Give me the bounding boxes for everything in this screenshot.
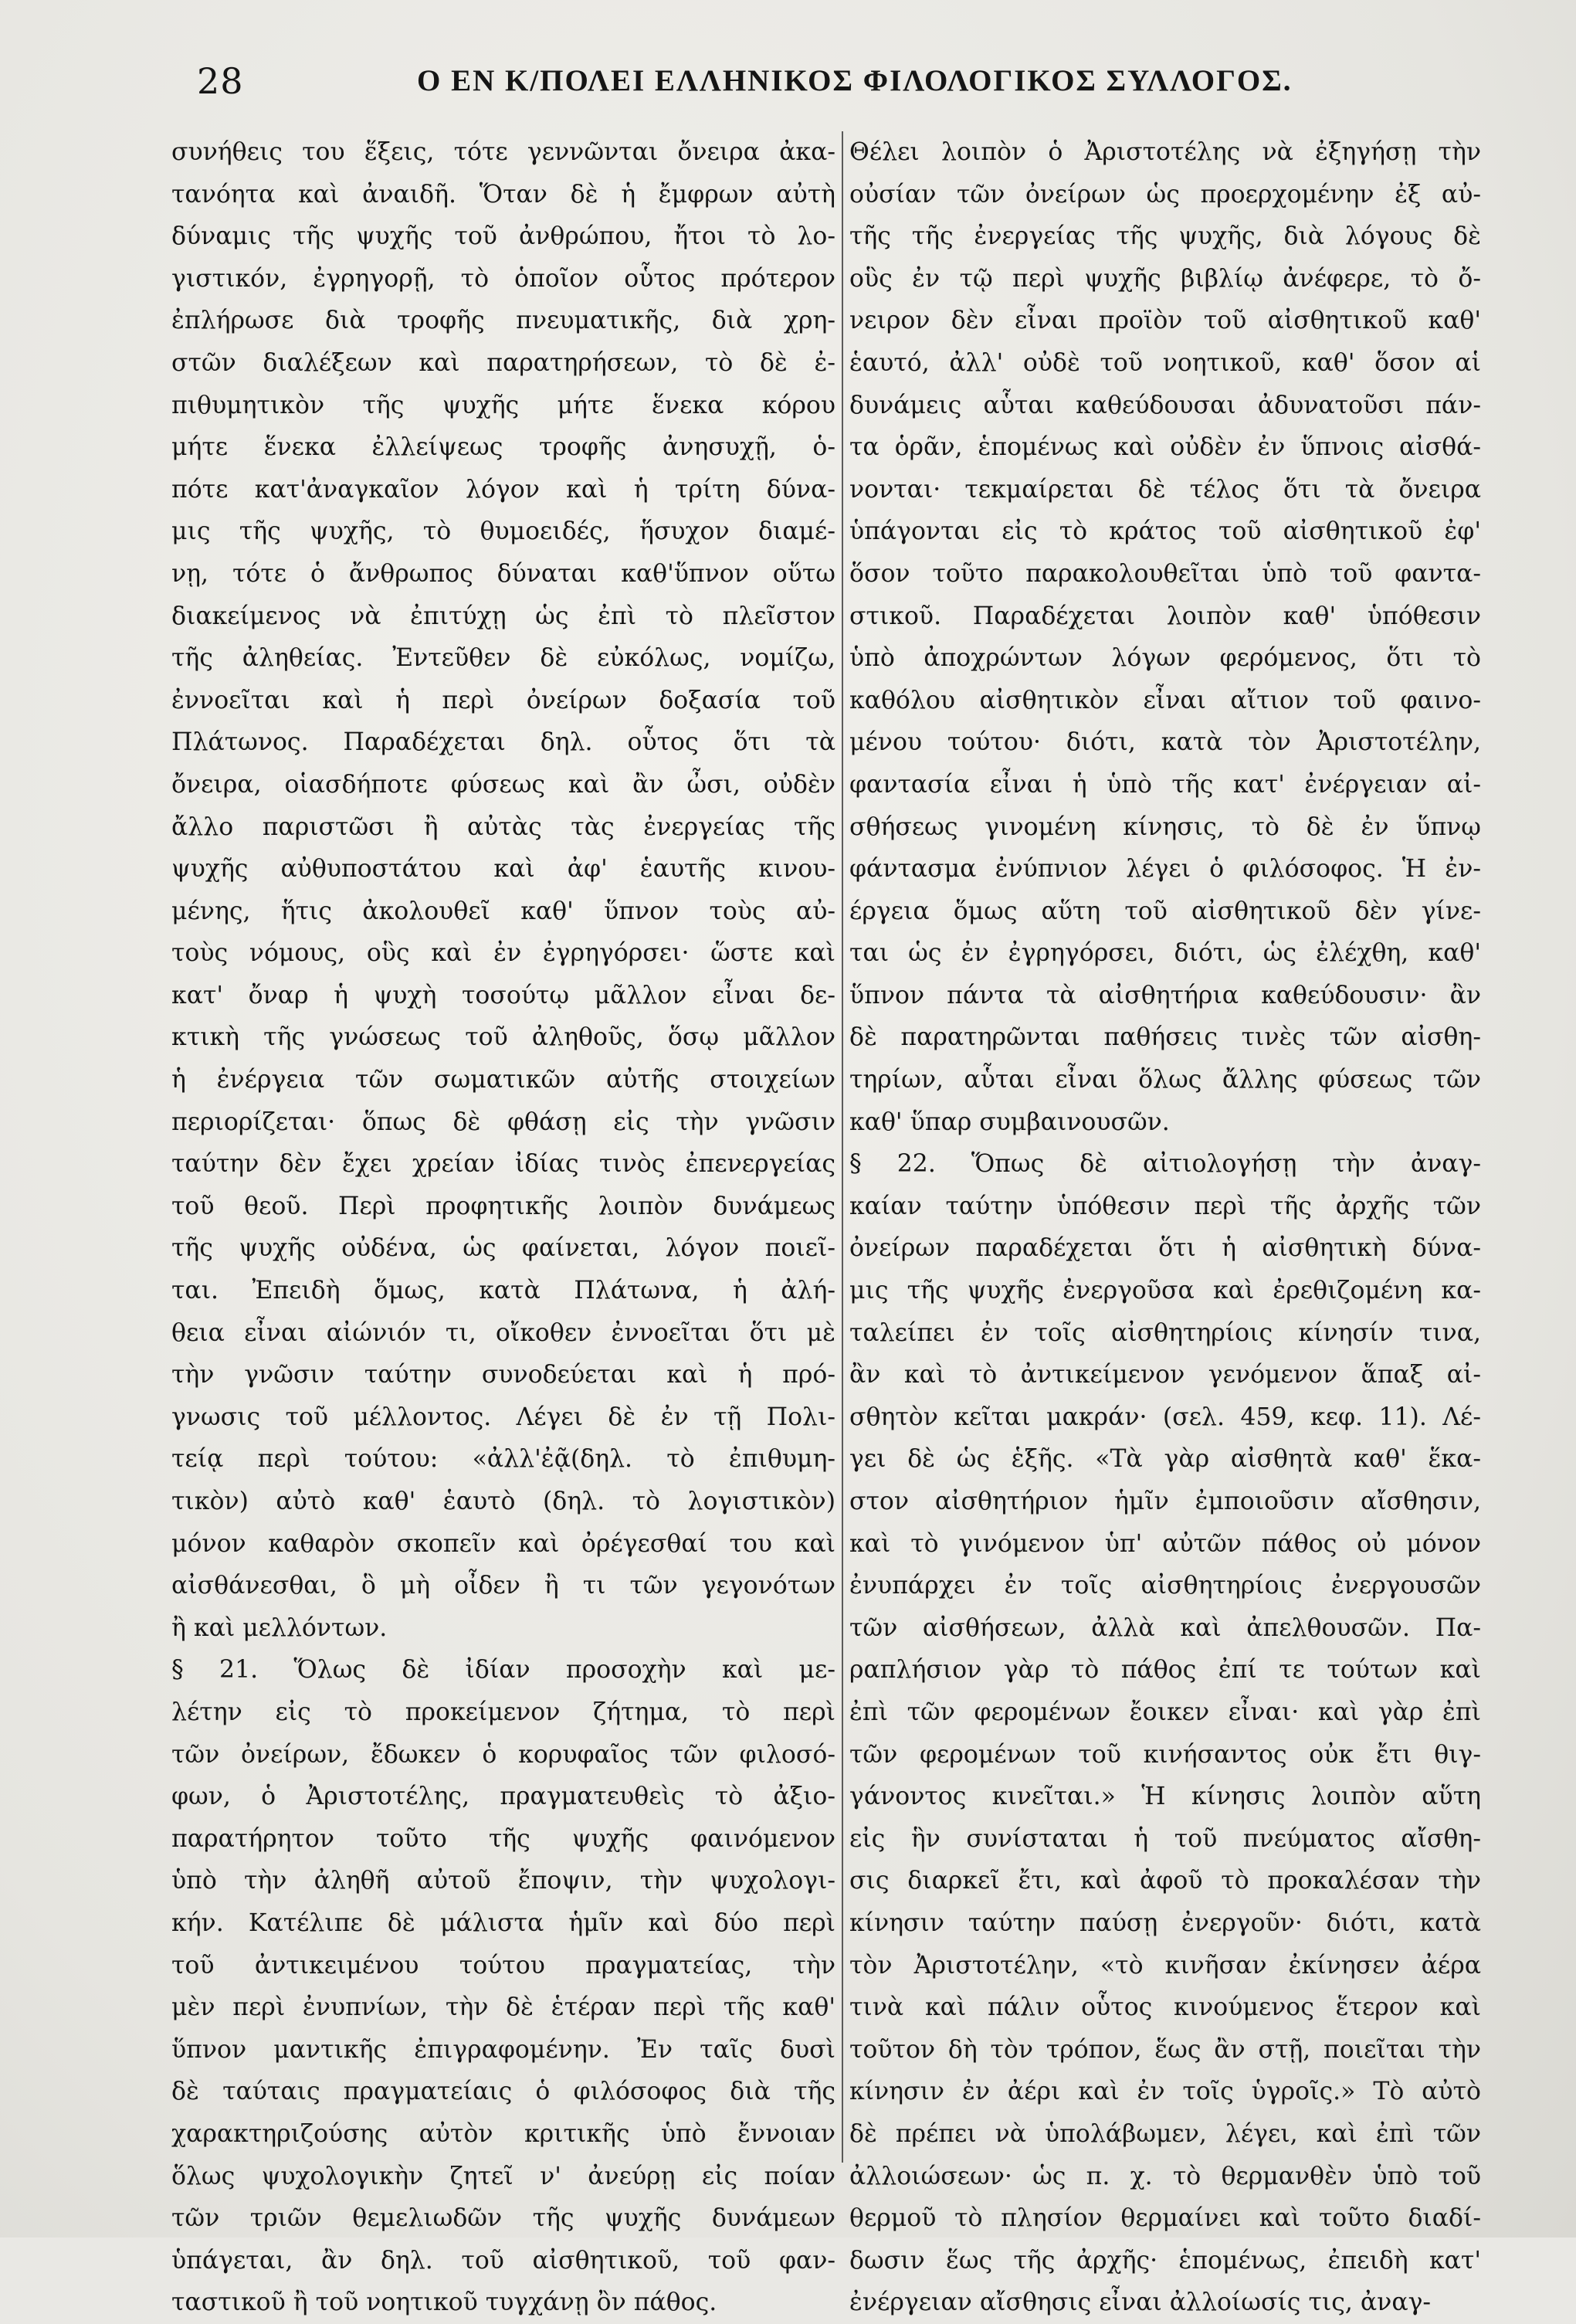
text-line: δύναμις τῆς ψυχῆς τοῦ ἀνθρώπου, ἤτοι τὸ λο-	[171, 222, 835, 251]
text-line: γει δὲ ὡς ἑξῆς. «Τὰ γὰρ αἰσθητὰ καθ' ἕκα-	[849, 1445, 1481, 1474]
text-line: ψυχῆς αὐθυποστάτου καὶ ἀφ' ἑαυτῆς κινου-	[171, 855, 835, 884]
text-line: ται ὡς ἐν ἐγρηγόρσει, διότι, ὡς ἐλέχθη, καθ'	[849, 939, 1481, 968]
text-line: ὕπνον πάντα τὰ αἰσθητήρια καθεύδουσιν· ἂν	[849, 981, 1481, 1009]
text-line: ἄλλο παριστῶσι ἢ αὐτὰς τὰς ἐνεργείας τῆς	[171, 813, 835, 841]
text-line: γνωσις τοῦ μέλλοντος. Λέγει δὲ ἐν τῇ Πολι-	[171, 1403, 835, 1431]
text-line: τῶν φερομένων τοῦ κινήσαντος οὐκ ἔτι θιγ-	[849, 1740, 1481, 1769]
text-line: ἐννοεῖται καὶ ἡ περὶ ὀνείρων δοξασία τοῦ	[171, 686, 835, 714]
text-line: έργεια ὅμως αὕτη τοῦ αἰσθητικοῦ δὲν γίνε-	[849, 897, 1481, 925]
text-line: νονται· τεκμαίρεται δὲ τέλος ὅτι τὰ ὄνειρα	[849, 475, 1481, 504]
text-line: τινὰ καὶ πάλιν οὗτος κινούμενος ἕτερον καὶ	[849, 1993, 1481, 2022]
text-line: μήτε ἕνεκα ἐλλείψεως τροφῆς ἀνησυχῇ, ὁ-	[171, 433, 835, 462]
text-line: εἰς ἣν συνίσταται ἡ τοῦ πνεύματος αἴσθη-	[849, 1824, 1481, 1853]
text-line: θερμοῦ τὸ πλησίον θερμαίνει καὶ τοῦτο διαδί-	[849, 2204, 1481, 2233]
text-line: αἰσθάνεσθαι, ὃ μὴ οἶδεν ἢ τι τῶν γεγονότων	[171, 1572, 835, 1600]
text-line: γάνοντος κινεῖται.» Ἡ κίνησις λοιπὸν αὕτη	[849, 1783, 1481, 1811]
text-line: κήν. Κατέλιπε δὲ μάλιστα ἡμῖν καὶ δύο περὶ	[171, 1908, 835, 1937]
text-line: σθήσεως γινομένη κίνησις, τὸ δὲ ἐν ὕπνῳ	[849, 813, 1481, 841]
text-line: καὶ τὸ γινόμενον ὑπ' αὐτῶν πάθος οὐ μόνον	[849, 1529, 1481, 1558]
text-line: ἐπλήρωσε διὰ τροφῆς πνευματικῆς, διὰ χρη-	[171, 307, 835, 335]
text-line: τῆς τῆς ἐνεργείας τῆς ψυχῆς, διὰ λόγους δὲ	[849, 222, 1481, 251]
text-line: οὐσίαν τῶν ὀνείρων ὡς προερχομένην ἐξ αὐ-	[849, 180, 1481, 209]
running-title: Ο ΕΝ Κ/ΠΟΛΕΙ ΕΛΛΗΝΙΚΟΣ ΦΙΛΟΛΟΓΙΚΟΣ ΣΥΛΛΟΓΟΣ.	[417, 64, 1293, 97]
text-line: ἂν καὶ τὸ ἀντικείμενον γενόμενον ἅπαξ αἰ-	[849, 1361, 1481, 1389]
text-line: ταστικοῦ ἢ τοῦ νοητικοῦ τυγχάνῃ ὂν πάθος.	[171, 2288, 717, 2317]
text-line: δυνάμεις αὗται καθεύδουσαι ἀδυνατοῦσι πάν-	[849, 391, 1481, 419]
text-line: σθητὸν κεῖται μακράν· (σελ. 459, κεφ. 11). Λέ-	[849, 1403, 1481, 1431]
text-line: ὑπὸ τὴν ἀληθῆ αὐτοῦ ἔποψιν, τὴν ψυχολογι-	[171, 1867, 835, 1895]
text-line: ταλείπει ἐν τοῖς αἰσθητηρίοις κίνησίν τινα,	[849, 1318, 1481, 1347]
text-line: ὄνειρα, οἱασδήποτε φύσεως καὶ ἂν ὦσι, οὐδὲν	[171, 770, 835, 799]
text-line: καίαν ταύτην ὑπόθεσιν περὶ τῆς ἀρχῆς τῶν	[849, 1192, 1481, 1220]
right-column	[849, 131, 1481, 2324]
text-line: πιθυμητικὸν τῆς ψυχῆς μήτε ἕνεκα κόρου	[171, 391, 835, 419]
text-line: τανόητα καὶ ἀναιδῆ. Ὅταν δὲ ἡ ἔμφρων αὐτὴ	[171, 180, 835, 209]
text-line: μένου τούτου· διότι, κατὰ τὸν Ἀριστοτέλην,	[849, 728, 1481, 757]
text-line: τῆς ἀληθείας. Ἐντεῦθεν δὲ εὐκόλως, νομίζω,	[171, 644, 835, 673]
text-line: διακείμενος νὰ ἐπιτύχῃ ὡς ἐπὶ τὸ πλεῖστον	[171, 602, 835, 630]
text-line: κίνησιν ταύτην παύσῃ ἐνεργοῦν· διότι, κατὰ	[849, 1908, 1481, 1937]
text-line: μις τῆς ψυχῆς ἐνεργοῦσα καὶ ἐρεθιζομένη κα-	[849, 1277, 1481, 1305]
page-number: 28	[197, 60, 244, 102]
text-line: χαρακτηριζούσης αὐτὸν κριτικῆς ὑπὸ ἔννοιαν	[171, 2119, 835, 2148]
text-line: ὑπὸ ἀποχρώντων λόγων φερόμενος, ὅτι τὸ	[849, 644, 1481, 673]
text-line: τῶν ὀνείρων, ἔδωκεν ὁ κορυφαῖος τῶν φιλοσό-	[171, 1740, 835, 1769]
text-line: δὲ παρατηρῶνται παθήσεις τινὲς τῶν αἰσθη-	[849, 1023, 1481, 1052]
text-line: μὲν περὶ ἐνυπνίων, τὴν δὲ ἑτέραν περὶ τῆς καθ'	[171, 1993, 835, 2022]
text-line: καθόλου αἰσθητικὸν εἶναι αἴτιον τοῦ φαινο-	[849, 686, 1481, 714]
text-line: δωσιν ἕως τῆς ἀρχῆς· ἑπομένως, ἐπειδὴ κατ'	[849, 2246, 1481, 2275]
text-line: ἐνέργειαν αἴσθησις εἶναι ἀλλοίωσίς τις, ἀναγ-	[849, 2288, 1432, 2317]
text-line: φάντασμα ἐνύπνιον λέγει ὁ φιλόσοφος. Ἡ ἐν-	[849, 855, 1481, 884]
text-line: καθ' ὕπαρ συμβαινουσῶν.	[849, 1108, 1170, 1136]
text-line: ἡ ἐνέργεια τῶν σωματικῶν αὐτῆς στοιχείων	[171, 1066, 835, 1094]
text-line: νῃ, τότε ὁ ἄνθρωπος δύναται καθ'ὕπνον οὕτω	[171, 559, 835, 588]
text-line: κτικὴ τῆς γνώσεως τοῦ ἀληθοῦς, ὅσῳ μᾶλλον	[171, 1023, 835, 1052]
text-line: μόνον καθαρὸν σκοπεῖν καὶ ὀρέγεσθαί του καὶ	[171, 1529, 835, 1558]
text-line: τικὸν) αὐτὸ καθ' ἑαυτὸ (δηλ. τὸ λογιστικὸν)	[171, 1488, 835, 1515]
text-line: τοῦ ἀντικειμένου τούτου πραγματείας, τὴν	[171, 1951, 835, 1980]
text-line: ἑαυτό, ἀλλ' οὐδὲ τοῦ νοητικοῦ, καθ' ὅσον αἱ	[849, 348, 1481, 377]
text-line: ταύτην δὲν ἔχει χρείαν ἰδίας τινὸς ἐπενεργείας	[171, 1150, 835, 1179]
text-line: Πλάτωνος. Παραδέχεται δηλ. οὗτος ὅτι τὰ	[171, 728, 835, 757]
text-line: στον αἰσθητήριον ἡμῖν ἐμποιοῦσιν αἴσθησιν,	[849, 1488, 1481, 1515]
text-line: παρατήρητον τοῦτο τῆς ψυχῆς φαινόμενον	[171, 1824, 835, 1853]
text-line: ται. Ἐπειδὴ ὅμως, κατὰ Πλάτωνα, ἡ ἀλή-	[171, 1277, 835, 1305]
text-line: τῶν αἰσθήσεων, ἀλλὰ καὶ ἀπελθουσῶν. Πα-	[849, 1613, 1481, 1642]
text-line: δὲ ταύταις πραγματείαις ὁ φιλόσοφος διὰ τῆς	[171, 2078, 835, 2106]
text-line: ὀνείρων παραδέχεται ὅτι ἡ αἰσθητικὴ δύνα-	[849, 1234, 1481, 1263]
text-line: ἐνυπάρχει ἐν τοῖς αἰσθητηρίοις ἐνεργουσῶν	[849, 1572, 1481, 1600]
text-line: ἐπὶ τῶν φερομένων ἔοικεν εἶναι· καὶ γὰρ ἐπὶ	[849, 1698, 1481, 1726]
text-line: Θέλει λοιπὸν ὁ Ἀριστοτέλης νὰ ἐξηγήσῃ τὴν	[849, 138, 1481, 166]
text-line: φαντασία εἶναι ἡ ὑπὸ τῆς κατ' ἐνέργειαν αἰ-	[849, 770, 1481, 799]
text-line: φων, ὁ Ἀριστοτέλης, πραγματευθεὶς τὸ ἀξιο-	[171, 1783, 835, 1811]
text-line: μένης, ἥτις ἀκολουθεῖ καθ' ὕπνον τοὺς αὐ-	[171, 897, 835, 925]
text-line: πότε κατ'ἀναγκαῖον λόγον καὶ ἡ τρίτη δύνα-	[171, 475, 835, 504]
text-line: ὑπάγεται, ἂν δηλ. τοῦ αἰσθητικοῦ, τοῦ φαν-	[171, 2246, 835, 2275]
text-line: τοὺς νόμους, οὓς καὶ ἐν ἐγρηγόρσει· ὥστε καὶ	[171, 939, 835, 968]
text-line: § 21. Ὅλως δὲ ἰδίαν προσοχὴν καὶ με-	[171, 1656, 835, 1684]
text-line: τὸν Ἀριστοτέλην, «τὸ κινῆσαν ἐκίνησεν ἀέρα	[849, 1951, 1481, 1980]
text-line: δὲ πρέπει νὰ ὑπολάβωμεν, λέγει, καὶ ἐπὶ τῶν	[849, 2119, 1481, 2148]
text-line: τοῦτον δὴ τὸν τρόπον, ἕως ἂν στῇ, ποιεῖται τὴν	[849, 2035, 1481, 2064]
text-line: ὅλως ψυχολογικὴν ζητεῖ ν' ἀνεύρῃ εἰς ποίαν	[171, 2162, 835, 2190]
text-line: τείᾳ περὶ τούτου: «ἀλλ'ἐᾷ(δηλ. τὸ ἐπιθυμη-	[171, 1445, 835, 1474]
text-line: συνήθεις του ἕξεις, τότε γεννῶνται ὄνειρα ἀκα-	[171, 138, 835, 166]
text-line: τὴν γνῶσιν ταύτην συνοδεύεται καὶ ἡ πρό-	[171, 1361, 835, 1389]
text-line: μις τῆς ψυχῆς, τὸ θυμοειδές, ἥσυχον διαμέ-	[171, 517, 835, 546]
text-line: θεια εἶναι αἰώνιόν τι, οἴκοθεν ἐννοεῖται ὅτι μὲ	[171, 1318, 835, 1347]
text-line: ἀλλοιώσεων· ὡς π. χ. τὸ θερμανθὲν ὑπὸ τοῦ	[849, 2162, 1481, 2190]
text-line: νειρον δὲν εἶναι προϊὸν τοῦ αἰσθητικοῦ καθ'	[849, 307, 1481, 335]
text-line: ὅσον τοῦτο παρακολουθεῖται ὑπὸ τοῦ φαντα-	[849, 559, 1481, 588]
text-line: τῆς ψυχῆς οὐδένα, ὡς φαίνεται, λόγον ποιεῖ-	[171, 1234, 835, 1263]
text-line: ἢ καὶ μελλόντων.	[171, 1613, 388, 1642]
text-line: τα ὁρᾶν, ἑπομένως καὶ οὐδὲν ἐν ὕπνοις αἰσθά-	[849, 433, 1481, 462]
text-line: ὕπνον μαντικῆς ἐπιγραφομένην. Ἐν ταῖς δυσὶ	[171, 2035, 835, 2064]
text-line: τηρίων, αὗται εἶναι ὅλως ἄλλης φύσεως τῶν	[849, 1066, 1481, 1094]
text-line: γιστικόν, ἐγρηγορῇ, τὸ ὁποῖον οὗτος πρότερον	[171, 264, 835, 293]
running-head	[0, 60, 1293, 107]
text-line: κατ' ὄναρ ἡ ψυχὴ τοσούτῳ μᾶλλον εἶναι δε-	[171, 981, 835, 1009]
text-line: ὑπάγονται εἰς τὸ κράτος τοῦ αἰσθητικοῦ ἐφ'	[849, 517, 1481, 546]
text-line: οὓς ἐν τῷ περὶ ψυχῆς βιβλίῳ ἀνέφερε, τὸ ὄ-	[849, 264, 1481, 293]
text-line: περιορίζεται· ὅπως δὲ φθάσῃ εἰς τὴν γνῶσιν	[171, 1108, 835, 1136]
text-line: ραπλήσιον γὰρ τὸ πάθος ἐπί τε τούτων καὶ	[849, 1656, 1481, 1684]
left-column	[171, 131, 835, 2324]
text-line: σις διαρκεῖ ἔτι, καὶ ἀφοῦ τὸ προκαλέσαν τὴν	[849, 1867, 1481, 1895]
text-line: τοῦ θεοῦ. Περὶ προφητικῆς λοιπὸν δυνάμεως	[171, 1192, 835, 1220]
text-line: τῶν τριῶν θεμελιωδῶν τῆς ψυχῆς δυνάμεων	[171, 2204, 835, 2233]
text-line: στικοῦ. Παραδέχεται λοιπὸν καθ' ὑπόθεσιν	[849, 602, 1481, 630]
text-line: § 22. Ὅπως δὲ αἰτιολογήσῃ τὴν ἀναγ-	[849, 1150, 1481, 1179]
text-line: στῶν διαλέξεων καὶ παρατηρήσεων, τὸ δὲ ἐ-	[171, 348, 835, 377]
text-line: κίνησιν ἐν ἀέρι καὶ ἐν τοῖς ὑγροῖς.» Τὸ αὐτὸ	[849, 2078, 1481, 2106]
text-line: λέτην εἰς τὸ προκείμενον ζήτημα, τὸ περὶ	[171, 1698, 835, 1726]
column-divider	[842, 131, 843, 2163]
